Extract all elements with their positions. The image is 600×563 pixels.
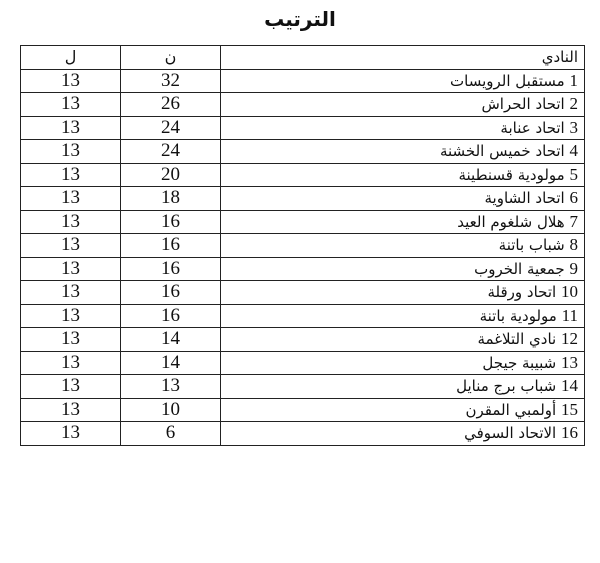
table-row (21, 328, 585, 352)
rank-number: 16 (561, 423, 578, 443)
rank-number: 6 (569, 188, 578, 208)
club-cell (221, 187, 585, 211)
club-cell (221, 116, 585, 140)
club-cell (221, 351, 585, 375)
played-cell: 13 (21, 422, 121, 446)
table-row (21, 234, 585, 258)
club-name: شبيبة جيجل (482, 353, 557, 372)
table-row (21, 375, 585, 399)
points-cell: 16 (121, 281, 221, 305)
played-cell: 13 (21, 93, 121, 117)
played-cell: 13 (21, 116, 121, 140)
club-cell (221, 398, 585, 422)
club-name: هلال شلغوم العيد (457, 212, 565, 231)
club-name: اتحاد الحراش (481, 95, 565, 114)
table-row (21, 163, 585, 187)
table-row (21, 351, 585, 375)
standings-table (20, 45, 585, 446)
rank-number: 12 (561, 329, 578, 349)
played-cell: 13 (21, 210, 121, 234)
rank-number: 5 (569, 164, 578, 184)
points-header: ن (121, 46, 221, 70)
club-cell (221, 69, 585, 93)
played-cell: 13 (21, 281, 121, 305)
rank-number: 2 (569, 94, 578, 114)
standings-body (21, 69, 585, 445)
rank-number: 7 (569, 211, 578, 231)
club-name: اتحاد ورقلة (487, 283, 557, 302)
table-row (21, 304, 585, 328)
header-row (21, 46, 585, 70)
rank-number: 15 (561, 399, 578, 419)
table-row (21, 210, 585, 234)
points-cell: 18 (121, 187, 221, 211)
points-cell: 32 (121, 69, 221, 93)
played-cell: 13 (21, 257, 121, 281)
played-cell: 13 (21, 234, 121, 258)
club-cell (221, 281, 585, 305)
table-row (21, 116, 585, 140)
played-cell: 13 (21, 351, 121, 375)
played-cell: 13 (21, 328, 121, 352)
table-row (21, 140, 585, 164)
club-name: أولمبي المقرن (465, 400, 557, 419)
club-name: مولودية قسنطينة (458, 165, 565, 184)
points-cell: 24 (121, 140, 221, 164)
rank-number: 3 (569, 117, 578, 137)
club-header: النادي (221, 46, 585, 70)
rank-number: 11 (561, 305, 578, 325)
club-name: مستقبل الرويسات (450, 71, 565, 90)
club-name: الاتحاد السوفي (464, 424, 557, 443)
club-cell (221, 422, 585, 446)
club-cell (221, 328, 585, 352)
club-cell (221, 140, 585, 164)
rank-number: 14 (561, 376, 578, 396)
played-cell: 13 (21, 187, 121, 211)
points-cell: 14 (121, 351, 221, 375)
club-name: جمعية الخروب (474, 259, 565, 278)
played-cell: 13 (21, 163, 121, 187)
points-cell: 10 (121, 398, 221, 422)
rank-number: 4 (569, 141, 578, 161)
rank-number: 10 (561, 282, 578, 302)
table-row (21, 422, 585, 446)
club-name: اتحاد الشاوية (484, 189, 565, 208)
club-cell (221, 375, 585, 399)
club-name: مولودية باتنة (479, 306, 557, 325)
played-cell: 13 (21, 375, 121, 399)
table-row (21, 398, 585, 422)
club-name: شباب برج منايل (456, 377, 557, 396)
club-name: اتحاد عنابة (500, 118, 565, 137)
played-cell: 13 (21, 69, 121, 93)
points-cell: 6 (121, 422, 221, 446)
club-name: شباب باتنة (498, 236, 565, 255)
played-cell: 13 (21, 398, 121, 422)
rank-number: 9 (569, 258, 578, 278)
played-cell: 13 (21, 140, 121, 164)
points-cell: 16 (121, 210, 221, 234)
points-cell: 26 (121, 93, 221, 117)
rank-number: 13 (561, 352, 578, 372)
points-cell: 16 (121, 304, 221, 328)
played-cell: 13 (21, 304, 121, 328)
played-header: ل (21, 46, 121, 70)
club-cell (221, 304, 585, 328)
table-row (21, 257, 585, 281)
rank-number: 1 (569, 70, 578, 90)
points-cell: 24 (121, 116, 221, 140)
points-cell: 13 (121, 375, 221, 399)
points-cell: 16 (121, 257, 221, 281)
points-cell: 20 (121, 163, 221, 187)
club-cell (221, 93, 585, 117)
points-cell: 14 (121, 328, 221, 352)
standings-title: الترتيب (264, 7, 336, 31)
table-row (21, 69, 585, 93)
rank-number: 8 (569, 235, 578, 255)
club-cell (221, 257, 585, 281)
table-row (21, 281, 585, 305)
club-name: نادي التلاغمة (477, 330, 557, 349)
club-cell (221, 210, 585, 234)
table-row (21, 187, 585, 211)
club-cell (221, 163, 585, 187)
club-name: اتحاد خميس الخشنة (439, 142, 565, 161)
table-row (21, 93, 585, 117)
club-cell (221, 234, 585, 258)
points-cell: 16 (121, 234, 221, 258)
